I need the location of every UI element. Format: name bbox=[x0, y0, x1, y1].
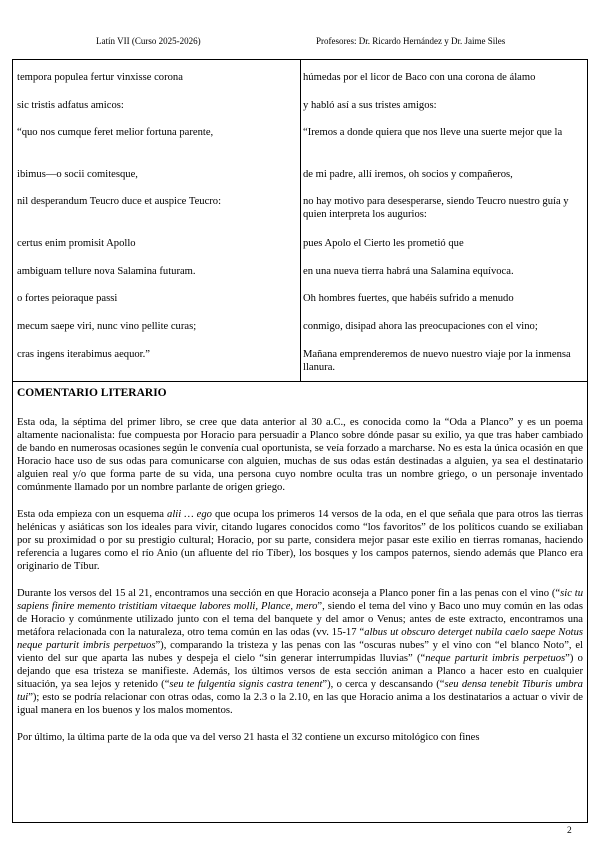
latin-line: “quo nos cumque feret melior fortuna parente, bbox=[17, 127, 214, 138]
spanish-line: húmedas por el licor de Baco con una corona de álamo bbox=[303, 72, 536, 83]
latin-line: sic tristis adfatus amicos: bbox=[17, 100, 124, 111]
professors: Profesores: Dr. Ricardo Hernández y Dr. Jaime Siles bbox=[316, 36, 506, 46]
latin-line: tempora populea fertur vinxisse corona bbox=[17, 72, 183, 83]
latin-line: certus enim promisit Apollo bbox=[17, 238, 136, 249]
latin-line: mecum saepe viri, nunc vino pellite curas; bbox=[17, 321, 197, 332]
commentary-paragraph: Esta oda, la séptima del primer libro, se cree que data anterior al 30 a.C., es conocida como la “Oda a Planco” y es un poema altamente nacionalista: fue compuesta por Horacio para persuadir a Planco sobre dónde pasar su exilio, ya que tras haber cambiado de bando en numerosas ocasiones según le convenía cual oportunista, se veía forzado a marcharse. No es esta la única ocasión en que Horacio hace uso de sus odas para comunicarse con alguien, muchas de sus odas están destinadas a alguien, ya sea el destinatario alguien real y/o que forma parte de su vida, una persona cuyo nombre oculta tras un nombre griego, o un personaje inventado comúnmente llamado por un nombre parlante de origen griego. bbox=[17, 417, 583, 493]
latin-quote: alii … ego bbox=[167, 509, 212, 520]
latin-quote: seu te fulgentia signis castra tenent bbox=[169, 679, 323, 690]
latin-quote: albus ut obscuro deterget nubila caelo saepe Notus neque parturit imbris perpetuos bbox=[17, 627, 584, 651]
spanish-line: Mañana emprenderemos de nuevo nuestro viaje por la inmensa llanura. bbox=[303, 349, 571, 373]
latin-quote: sic tu sapiens finire memento tristitiam vitaeque labores molli, Plance, mero bbox=[17, 588, 583, 612]
translation-table bbox=[13, 60, 587, 382]
latin-line: cras ingens iterabimus aequor.” bbox=[17, 349, 150, 360]
spanish-line: conmigo, disipad ahora las preocupaciones con el vino; bbox=[303, 321, 538, 332]
latin-line: ambiguam tellure nova Salamina futuram. bbox=[17, 266, 196, 277]
spanish-line: no hay motivo para desesperarse, siendo Teucro nuestro guía y quien interpreta los augurios: bbox=[303, 196, 569, 220]
page-header bbox=[0, 36, 600, 48]
latin-quote: neque parturit imbris perpetuos bbox=[425, 653, 566, 664]
column-divider bbox=[300, 60, 301, 381]
literary-commentary bbox=[17, 387, 583, 744]
commentary-paragraph: Durante los versos del 15 al 21, encontramos una sección en que Horacio aconseja a Planco poner fin a las penas con el vino (“sic tu sapiens finire memento tristitiam vitaeque labores molli, Plance, mero”, siendo el tema del vino y Baco uno muy común en las odas de Horacio y comúnmente utilizado junto con el tema del banquete y del amor o Venus; antes de este extracto, encontramos una metáfora relacionada con la naturaleza, otro tema común en las odas (vv. 15-17 “albus ut obscuro deterget nubila caelo saepe Notus neque parturit imbris perpetuos”), comparando la tristeza y las penas con las “oscuras nubes” y el vino con “el blanco Noto”, el viento del sur que aparta las nubes y despeja el cielo “sin generar interrumpidas lluvias” (“neque parturit imbris perpetuos”) o dejando que esa tristeza se manifieste. Además, los últimos versos de esta sección animan a Planco a hacer esto en cualquier situación, ya sea lejos y retenido (“seu te fulgentia signis castra tenent”), o cerca y descansando (“seu densa tenebit Tiburis umbra tui”); esto se podría relacionar con otras odas, como la 2.3 o la 2.10, en las que Horacio anima a los destinatarios a actuar o vivir de igual manera en los buenos y los malos momentos. bbox=[17, 588, 584, 716]
spanish-line: Oh hombres fuertes, que habéis sufrido a menudo bbox=[303, 293, 514, 304]
commentary-paragraph: Esta oda empieza con un esquema alii … ego que ocupa los primeros 14 versos de la oda, en el que señala que para otros las tierras helénicas y asiáticas son los ideales para vivir, citando lugares conocidos como “los favoritos” de los políticos cuando se exiliaban por su proximidad o por su prestigio cultural; Horacio, por su parte, considera mejor pasar este exilio en tierras romanas, haciendo referencia a lugares como el río Anio (un afluente del río Tíber), los bosques y los campos paternos, siendo además que Planco era originario de Tíbur. bbox=[17, 509, 583, 572]
spanish-line: en una nueva tierra habrá una Salamina equívoca. bbox=[303, 266, 514, 277]
commentary-heading: COMENTARIO LITERARIO bbox=[17, 387, 167, 399]
latin-line: o fortes peioraque passi bbox=[17, 293, 118, 304]
latin-line: nil desperandum Teucro duce et auspice Teucro: bbox=[17, 196, 222, 207]
page-number: 2 bbox=[567, 826, 572, 836]
latin-line: ibimus—o socii comitesque, bbox=[17, 169, 138, 180]
course-title: Latín VII (Curso 2025-2026) bbox=[96, 36, 201, 46]
latin-quote: seu densa tenebit Tiburis umbra tui bbox=[17, 679, 583, 703]
spanish-line: “Iremos a donde quiera que nos lleve una suerte mejor que la bbox=[303, 127, 563, 138]
spanish-line: de mi padre, allí iremos, oh socios y compañeros, bbox=[303, 169, 513, 180]
spanish-line: pues Apolo el Cierto les prometió que bbox=[303, 238, 464, 249]
content-frame bbox=[12, 59, 588, 823]
spanish-line: y habló así a sus tristes amigos: bbox=[303, 100, 437, 111]
commentary-paragraph: Por último, la última parte de la oda que va del verso 21 hasta el 32 contiene un excurso mitológico con fines bbox=[17, 732, 480, 743]
